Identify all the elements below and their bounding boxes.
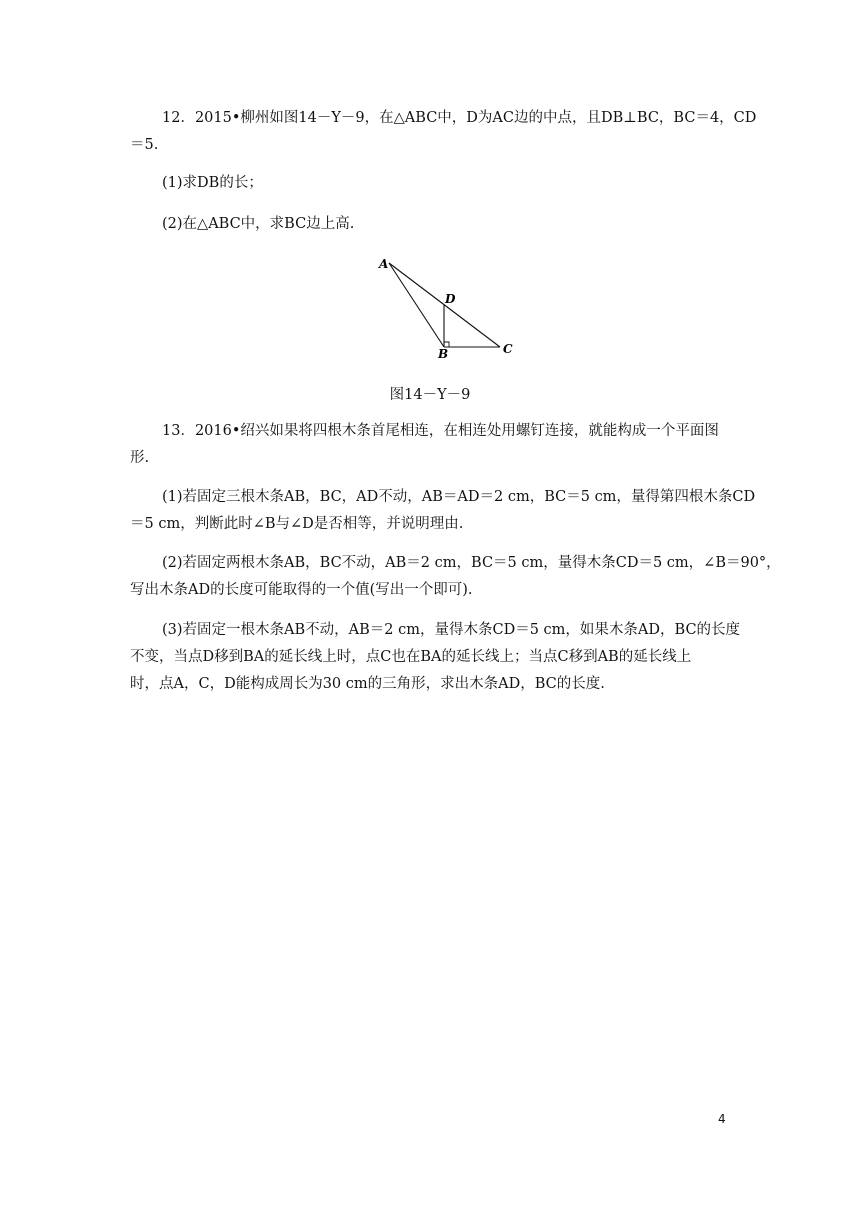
segment-ab (389, 263, 444, 347)
page-number: 4 (718, 1112, 726, 1126)
problem-12-statement-line2: ＝5. (130, 137, 159, 153)
problem-13-statement-line1: 13．2016•绍兴如果将四根木条首尾相连，在相连处用螺钉连接，就能构成一个平面图 (162, 423, 719, 439)
problem-13-part1-line1: (1)若固定三根木条AB，BC，AD不动，AB＝AD＝2 cm，BC＝5 cm，量得第四根木条CD (162, 489, 756, 505)
problem-13-part2-line1: (2)若固定两根木条AB，BC不动，AB＝2 cm，BC＝5 cm，量得木条CD＝5 cm，∠B＝90°， (162, 555, 781, 571)
problem-13-statement-line2: 形. (130, 450, 150, 466)
label-c: C (503, 342, 513, 356)
problem-13-part1-line2: ＝5 cm，判断此时∠B与∠D是否相等，并说明理由. (130, 516, 464, 532)
problem-13-part3-line2: 不变，当点D移到BA的延长线上时，点C也在BA的延长线上；当点C移到AB的延长线上 (130, 649, 692, 665)
label-b: B (438, 347, 449, 361)
problem-13-part3-line3: 时，点A，C，D能构成周长为30 cm的三角形，求出木条AD，BC的长度. (130, 676, 605, 692)
triangle-figure (370, 250, 530, 365)
figure-caption: 图14－Y－9 (389, 387, 471, 403)
label-d: D (445, 292, 456, 306)
label-a: A (379, 257, 389, 271)
problem-13-part2-line2: 写出木条AD的长度可能取得的一个值(写出一个即可). (130, 582, 473, 598)
problem-12-statement-line1: 12．2015•柳州如图14－Y－9，在△ABC中，D为AC边的中点，且DB⊥BC，BC＝4，CD (162, 110, 757, 126)
problem-12-part1: (1)求DB的长； (162, 175, 263, 191)
problem-12-part2: (2)在△ABC中，求BC边上高. (162, 216, 355, 232)
problem-13-part3-line1: (3)若固定一根木条AB不动，AB＝2 cm，量得木条CD＝5 cm，如果木条AD，BC的长度 (162, 622, 741, 638)
